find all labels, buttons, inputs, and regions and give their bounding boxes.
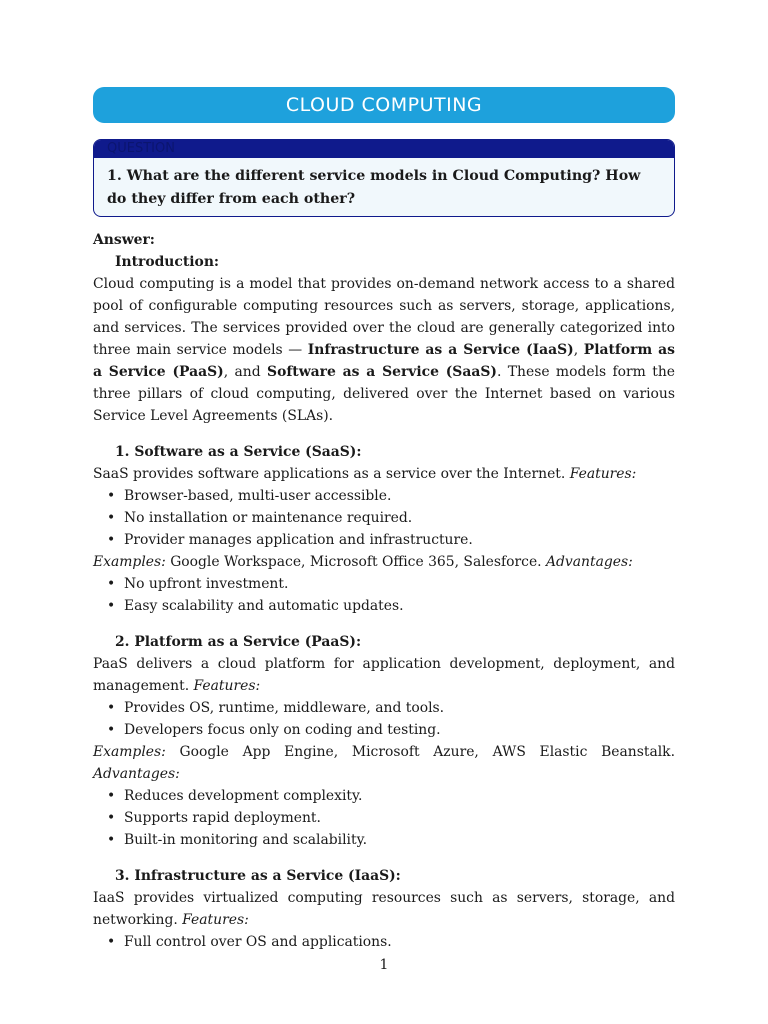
paas-examples — [93, 741, 675, 785]
intro-iaas-term: Infrastructure as a Service (IaaS) — [307, 342, 574, 358]
list-item-text: Provider manages application and infrastructure. — [124, 532, 473, 548]
paas-advantages-list — [93, 785, 675, 851]
paas-examples-text: Google App Engine, Microsoft Azure, AWS Elastic Beanstalk. — [165, 744, 675, 760]
intro-comma: , — [573, 342, 584, 358]
list-item — [93, 485, 675, 507]
list-item-text: No installation or maintenance required. — [124, 510, 413, 526]
list-item-text: Supports rapid deployment. — [124, 810, 321, 826]
list-item — [93, 529, 675, 551]
list-item-text: Built-in monitoring and scalability. — [124, 832, 367, 848]
list-item-text: Developers focus only on coding and testing. — [124, 722, 441, 738]
list-item — [93, 595, 675, 617]
saas-features-list — [93, 485, 675, 551]
bullet-icon: • — [107, 934, 116, 950]
list-item — [93, 807, 675, 829]
bullet-icon: • — [107, 510, 116, 526]
saas-heading: 1. Software as a Service (SaaS): — [115, 444, 362, 460]
saas-examples — [93, 551, 675, 573]
paas-features-label: Features: — [193, 678, 261, 694]
list-item — [93, 719, 675, 741]
question-box — [93, 139, 675, 217]
paas-desc-text: PaaS delivers a cloud platform for application development, deployment, and management. — [93, 656, 675, 694]
saas-desc-text: SaaS provides software applications as a service over the Internet. — [93, 466, 570, 482]
list-item-text: Provides OS, runtime, middleware, and tools. — [124, 700, 445, 716]
bullet-icon: • — [107, 832, 116, 848]
iaas-features-list — [93, 931, 675, 953]
paas-description — [93, 653, 675, 697]
saas-features-label: Features: — [569, 466, 637, 482]
intro-and: , and — [223, 364, 268, 380]
paas-advantages-label: Advantages: — [93, 766, 180, 782]
bullet-icon: • — [107, 576, 116, 592]
intro-paas-term: Platform as a Service (PaaS) — [93, 342, 675, 380]
answer-heading: Answer: — [93, 232, 155, 248]
iaas-heading: 3. Infrastructure as a Service (IaaS): — [115, 868, 401, 884]
list-item-text: No upfront investment. — [124, 576, 289, 592]
saas-advantages-label: Advantages: — [546, 554, 633, 570]
document-title: CLOUD COMPUTING — [285, 94, 483, 116]
intro-text-2: . These models form the three pillars of cloud computing, delivered over the Internet based on various Service Level Agreements (SLAs). — [93, 364, 675, 424]
saas-examples-text: Google Workspace, Microsoft Office 365, Salesforce. — [165, 554, 546, 570]
page-number: 1 — [379, 957, 389, 973]
intro-text-1: Cloud computing is a model that provides on-demand network access to a shared pool of configurable computing resources such as servers, storage, applications, and services. The services provided over the cloud are generally categorized into three main service models — — [93, 276, 675, 358]
saas-examples-label: Examples: — [93, 554, 166, 570]
list-item — [93, 931, 675, 953]
bullet-icon: • — [107, 788, 116, 804]
list-item — [93, 573, 675, 595]
paas-features-list — [93, 697, 675, 741]
paas-heading: 2. Platform as a Service (PaaS): — [115, 634, 362, 650]
saas-description — [93, 463, 675, 485]
list-item — [93, 507, 675, 529]
bullet-icon: • — [107, 532, 116, 548]
list-item — [93, 697, 675, 719]
question-label: QUESTION — [107, 141, 175, 156]
title-banner — [93, 87, 675, 123]
list-item-text: Easy scalability and automatic updates. — [124, 598, 404, 614]
answer-content — [93, 229, 675, 953]
iaas-desc-text: IaaS provides virtualized computing resources such as servers, storage, and networking. — [93, 890, 675, 928]
bullet-icon: • — [107, 598, 116, 614]
iaas-features-label: Features: — [182, 912, 249, 928]
question-box-header — [94, 140, 674, 158]
iaas-description — [93, 887, 675, 931]
saas-advantages-list — [93, 573, 675, 617]
paas-examples-label: Examples: — [93, 744, 166, 760]
bullet-icon: • — [107, 722, 116, 738]
intro-saas-term: Software as a Service (SaaS) — [267, 364, 497, 380]
question-text: 1. What are the different service models in Cloud Computing? How do they differ from each other? — [107, 168, 641, 207]
list-item — [93, 829, 675, 851]
list-item-text: Full control over OS and applications. — [124, 934, 392, 950]
bullet-icon: • — [107, 488, 116, 504]
intro-paragraph — [93, 273, 675, 427]
bullet-icon: • — [107, 700, 116, 716]
list-item — [93, 785, 675, 807]
bullet-icon: • — [107, 810, 116, 826]
list-item-text: Browser-based, multi-user accessible. — [124, 488, 392, 504]
intro-heading: Introduction: — [115, 254, 220, 270]
list-item-text: Reduces development complexity. — [124, 788, 363, 804]
